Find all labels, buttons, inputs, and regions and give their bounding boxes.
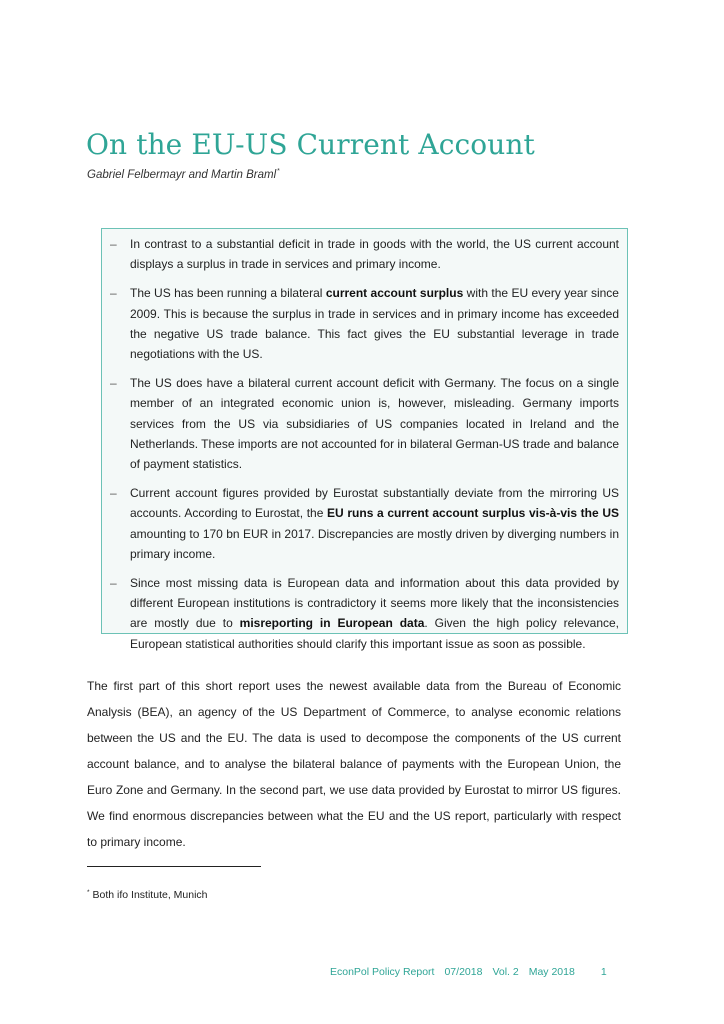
dash-bullet: – <box>110 286 117 301</box>
summary-item <box>102 283 619 364</box>
summary-item <box>102 573 619 654</box>
summary-highlight: misreporting in European data <box>239 616 425 631</box>
footnote-marker: * <box>87 889 90 896</box>
dash-bullet: – <box>110 486 117 501</box>
summary-highlight: EU runs a current account surplus vis-à-vis the US <box>327 506 619 521</box>
dash-bullet: – <box>110 237 117 251</box>
body-paragraph: The first part of this short report uses the newest available data from the Bureau of Economic Analysis (BEA), an agency of the US Department of Commerce, to analyse economic relations between the US and the EU. The data is used to decompose the components of the US current account balance, and to analyse the bilateral balance of payments with the European Union, the Euro Zone and Germany. In the second part, we use data provided by Eurostat to mirror US figures. We find enormous discrepancies between what the EU and the US report, particularly with respect to primary income. <box>87 679 621 849</box>
summary-item <box>102 483 619 564</box>
footnote-text: Both ifo Institute, Munich <box>92 889 208 901</box>
footer-date: May 2018 <box>528 966 575 978</box>
summary-list <box>102 234 619 654</box>
page-footer <box>330 966 607 978</box>
footer-publication: EconPol Policy Report <box>330 966 435 978</box>
footer-volume: Vol. 2 <box>492 966 519 978</box>
authors-footnote-marker: * <box>277 168 280 175</box>
summary-text: Since most missing data is European data and information about this data provided by different European institutions is contradictory it seems more likely that the inconsistencies are mostly due to <box>130 576 619 631</box>
footnote <box>87 889 208 901</box>
summary-box <box>101 228 628 651</box>
summary-text: . Given the high policy relevance, European statistical authorities should clarify this important issue as soon as possible. <box>130 616 619 651</box>
page-title: On the EU-US Current Account <box>86 128 535 161</box>
summary-text: amounting to 170 bn EUR in 2017. Discrepancies are mostly driven by diverging numbers in primary income. <box>130 526 619 561</box>
summary-item <box>102 373 619 474</box>
summary-text: The US does have a bilateral current account deficit with Germany. The focus on a single member of an integrated economic union is, however, misleading. Germany imports services from the US via subsidiaries of US companies located in Ireland and the Netherlands. These imports are not accounted for in bilateral German-US trade and balance of payment statistics. <box>130 376 619 472</box>
dash-bullet: – <box>110 576 117 591</box>
authors-names: Gabriel Felbermayr and Martin Braml <box>87 169 277 181</box>
page-number: 1 <box>600 966 607 978</box>
footnote-divider <box>87 866 261 867</box>
summary-text: The US has been running a bilateral <box>130 286 326 301</box>
summary-text: with the EU every year since 2009. This is because the surplus in trade in services and in primary income has exceeded the negative US trade balance. This fact gives the EU substantial leverage in trade negotiations with the US. <box>130 286 619 362</box>
summary-text: Current account figures provided by Eurostat substantially deviate from the mirroring US accounts. According to Eurostat, the <box>130 486 619 521</box>
dash-bullet: – <box>110 376 117 391</box>
summary-item <box>102 234 619 274</box>
authors-line <box>87 168 280 181</box>
summary-highlight: current account surplus <box>325 286 464 301</box>
summary-text: In contrast to a substantial deficit in trade in goods with the world, the US current account displays a surplus in trade in services and primary income. <box>130 237 619 272</box>
footer-issue: 07/2018 <box>444 966 483 978</box>
